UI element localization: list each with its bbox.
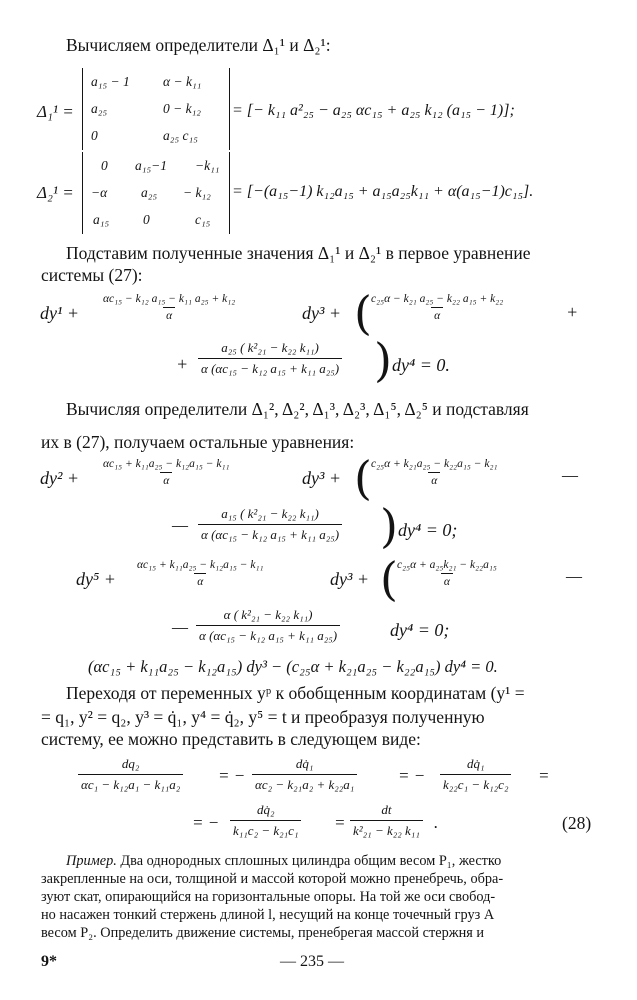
eq3-minus: — [566,566,583,586]
eq3-line2-minus: — [172,617,189,637]
eq2-fraction-1 [100,458,232,487]
eq2-open-paren: ( [354,451,372,505]
eq2-lead: dy² + [40,468,80,488]
eq28-f4-den: k₁₁c₂ − k₂₁c₁ [230,820,301,839]
eq2-line2-minus: — [172,515,189,535]
det1-r1c2: α − k₁₁ [163,74,202,89]
eq3-open-paren: ( [380,552,398,606]
comp-line-2: их в (27), получаем остальные уравнения: [41,432,355,452]
eq2-fraction-2 [368,458,500,487]
det2-r1c1: 0 [101,158,108,173]
eq3-f1-num: αc₁₅ + k₁₁a₂₅ − k₁₂a₁₅ − k₁₁ [137,559,264,571]
eq28-f1-den: αc₁ − k₁₂a₁ − k₁₁a₂ [78,774,183,793]
eq2-close-paren: ) [380,499,398,553]
eq2-minus: — [562,465,579,485]
eq2-f2-num: c₂₅α + k₂₁a₂₅ − k₂₂a₁₅ − k₂₁ [371,458,498,470]
example-line-3: зуют скат, опирающийся на горизонтальные опоры. На той же оси свобод- [41,889,496,905]
example-line-1 [66,852,501,870]
eq3-fraction-3 [196,607,340,644]
eq1-f1-num: αc₁₅ − k₁₂ a₁₅ − k₁₁ a₂₅ + k₁₂ [103,293,236,305]
example-line-2: закрепленные на оси, толщиной и массой которой можно пренебречь, обра- [41,871,504,887]
eq1-line2-plus: + [176,354,189,374]
det2-label: Δ₂¹ = [37,183,74,202]
det2-r3c2: 0 [143,212,150,227]
eq28-f5-den: k²₂₁ − k₂₂ k₁₁ [350,820,423,839]
eq28-fraction-1 [78,756,183,793]
det2-r3c1: a₁₅ [93,212,110,227]
det2-r2c3: − k₁₂ [183,185,211,200]
eq3-f2-den: α [441,573,453,588]
example-line-4: но насажен тонкий стержень длиной l, несущий на конце точечный груз A [41,907,495,923]
eq1-f3-num: a₂₅ ( k²₂₁ − k₂₂ k₁₁) [221,340,319,355]
det1-r3c2: a₂₅ c₁₅ [163,128,198,143]
det1-result: = [− k₁₁ a²₂₅ − a₂₅ αc₁₅ + a₂₅ k₁₂ (a₁₅ − 1)]; [232,102,515,119]
det1-r3c1: 0 [91,128,98,143]
eq2-fraction-3 [198,506,342,543]
eq1-f2-den: α [431,307,443,322]
eq1-tail: dy⁴ = 0. [392,355,450,375]
eq3-f3-num: α ( k²₂₁ − k₂₂ k₁₁) [223,607,313,622]
eq28-f4-num: dq̇₂ [256,802,275,817]
example-lead: Пример. [66,853,117,869]
eq3-f2-num: c₂₅α + a₂₅k₂₁ − k₂₂a₁₅ [397,559,497,571]
eq28-f2-den: αc₂ − k₂₁a₂ + k₂₂a₁ [252,774,357,793]
det1-r2c2: 0 − k₁₂ [163,101,201,116]
det2-result: = [−(a₁₅−1) k₁₂a₁₅ + a₁₅a₂₅k₁₁ + α(a₁₅−1)c₁₅]. [232,183,534,200]
eq1-fraction-2 [368,293,506,322]
eq2-f3-den: α (αc₁₅ − k₁₂ a₁₅ + k₁₁ a₂₅) [198,524,342,543]
eq28-eq-d: = − [192,813,220,832]
eq28-f1-num: dq₂ [121,756,140,771]
det2-r1c2: a₁₅−1 [135,158,167,173]
subst-line-1: Подставим полученные значения Δ₁¹ и Δ₂¹ в первое уравнение [66,243,531,263]
eq28-eq-a: = − [218,766,246,785]
example-line-5: весом P₂. Определить движение системы, пренебрегая массой стержня и [41,925,485,941]
eq1-f2-num: c₂₅α − k₂₁ a₂₅ − k₂₂ a₁₅ + k₂₂ [371,293,504,305]
eq3-fraction-2 [394,559,500,588]
eq4: (αc₁₅ + k₁₁a₂₅ − k₁₂a₁₅) dy³ − (c₂₅α + k₂₁a₂₅ − k₂₂a₁₅) dy⁴ = 0. [88,657,498,676]
eq2-mid: dy³ + [302,468,342,488]
eq1-fraction-3 [198,340,342,377]
eq1-open-paren: ( [354,286,372,340]
det2-r2c2: a₂₅ [141,185,158,200]
eq28-fraction-3 [440,756,511,793]
eq2-f1-den: α [160,472,172,487]
eq3-lead: dy⁵ + [76,569,116,589]
eq1-fraction-1 [100,293,238,322]
subst-line-2: системы (27): [41,265,143,285]
eq2-tail: dy⁴ = 0; [398,520,458,540]
eq1-lead: dy¹ + [40,303,80,323]
eq28-fraction-5 [350,802,423,839]
example-text-1: Два однородных сплошных цилиндра общим весом P₁, жестко [120,853,502,869]
signature-mark: 9* [41,953,57,970]
eq28-f3-den: k₂₂c₁ − k₁₂c₂ [440,774,511,793]
eq1-plus: + [566,302,579,322]
det1-r2c1: a₂₅ [91,101,108,116]
det1-label: Δ₁¹ = [37,102,74,121]
eq28-eq-c: = [538,766,550,785]
eq28-eq-e: = [334,813,346,832]
comp-line-1: Вычисляя определители Δ₁², Δ₂², Δ₁³, Δ₂³, Δ₁⁵, Δ₂⁵ и подставляя [66,399,529,419]
eq28-f5-num: dt [381,802,392,817]
eq2-f3-num: a₁₅ ( k²₂₁ − k₂₂ k₁₁) [221,506,319,521]
eq28-end-dot: . [434,813,439,832]
eq2-f2-den: α [428,472,440,487]
eq28-fraction-2 [252,756,357,793]
det2-r2c1: −α [91,185,108,200]
eq1-close-paren: ) [374,333,392,387]
det2-r3c3: c₁₅ [195,212,211,227]
page-number: — 235 — [280,953,344,970]
eq1-f3-den: α (αc₁₅ − k₁₂ a₁₅ + k₁₁ a₂₅) [198,358,342,377]
eq28-number: (28) [562,813,592,833]
eq28-f3-num: dq̇₁ [466,756,485,771]
eq28-fraction-4 [230,802,301,839]
eq3-fraction-1 [134,559,266,588]
eq28-f2-num: dq̇₁ [295,756,314,771]
eq2-f1-num: αc₁₅ + k₁₁a₂₅ − k₁₂a₁₅ − k₁₁ [103,458,230,470]
eq28-eq-b: = − [398,766,426,785]
trans-line-3: систему, ее можно представить в следующем виде: [41,729,421,749]
eq3-tail: dy⁴ = 0; [390,620,450,640]
trans-line-1: Переходя от переменных yᵖ к обобщенным координатам (y¹ = [66,683,525,703]
trans-line-2: = q₁, y² = q₂, y³ = q̇₁, y⁴ = q̇₂, y⁵ = t и преобразуя полученную [41,707,485,727]
det1-r1c1: a₁₅ − 1 [91,74,130,89]
intro-determinants: Вычисляем определители Δ₁¹ и Δ₂¹: [66,35,331,55]
eq3-mid: dy³ + [330,569,370,589]
eq3-f1-den: α [194,573,206,588]
eq1-mid: dy³ + [302,303,342,323]
det1-matrix [82,68,230,150]
det2-matrix [82,152,230,234]
eq3-f3-den: α (αc₁₅ − k₁₂ a₁₅ + k₁₁ a₂₅) [196,625,340,644]
eq1-f1-den: α [163,307,175,322]
det2-r1c3: −k₁₁ [195,158,220,173]
